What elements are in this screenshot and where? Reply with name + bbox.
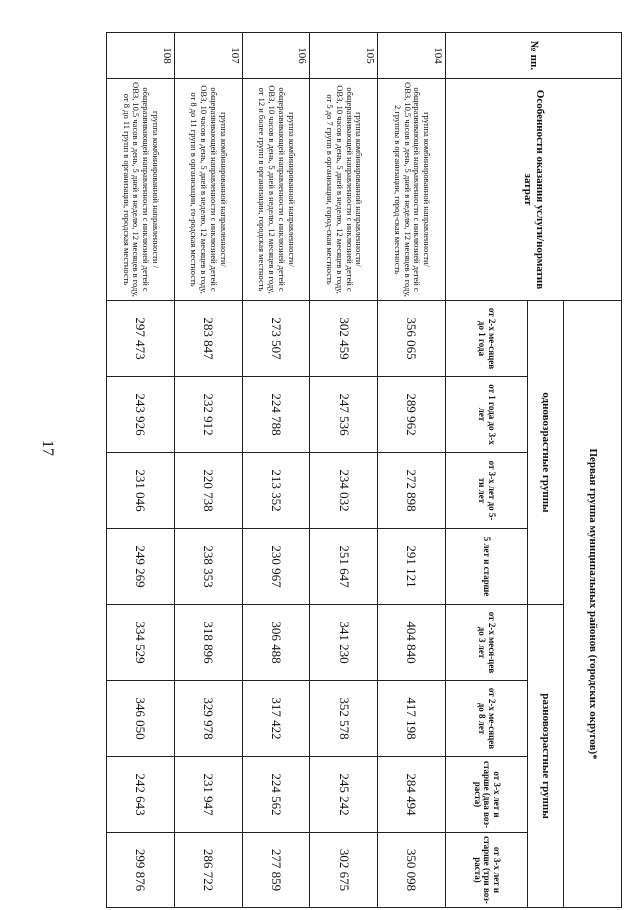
row-number: 108: [107, 33, 175, 79]
table-cell: 317 422: [242, 681, 310, 757]
table-row: [107, 33, 175, 908]
page-number: 17: [39, 440, 56, 456]
table-cell: 283 847: [174, 301, 242, 377]
table-cell: 284 494: [378, 757, 446, 833]
table-cell: 220 738: [174, 453, 242, 529]
table-cell: 417 198: [378, 681, 446, 757]
header-col-4: 5 лет и старше: [446, 529, 528, 605]
table-cell: 404 840: [378, 605, 446, 681]
cost-norms-table: [106, 32, 622, 908]
table-cell: 232 912: [174, 377, 242, 453]
table-cell: 352 578: [310, 681, 378, 757]
table-cell: 350 098: [378, 833, 446, 908]
table-cell: 356 065: [378, 301, 446, 377]
table-cell: 318 896: [174, 605, 242, 681]
table-cell: 249 269: [107, 529, 175, 605]
table-cell: 224 562: [242, 757, 310, 833]
table-row: [310, 33, 378, 908]
table-cell: 231 947: [174, 757, 242, 833]
header-mixed-age: разновозрастные группы: [528, 605, 564, 908]
table-cell: 272 898: [378, 453, 446, 529]
table-cell: 251 647: [310, 529, 378, 605]
table-cell: 302 459: [310, 301, 378, 377]
header-col-8: от 3-х лет и старше (три воз-раста): [446, 833, 528, 908]
table-cell: 289 962: [378, 377, 446, 453]
header-features: Особенности оказания услуги/норматив затрат: [446, 79, 622, 301]
table-cell: 230 967: [242, 529, 310, 605]
table-cell: 306 488: [242, 605, 310, 681]
header-col-3: от 3-х лет до 5-ти лет: [446, 453, 528, 529]
header-no: № пп.: [446, 33, 622, 79]
table-cell: 247 536: [310, 377, 378, 453]
table-cell: 299 876: [107, 833, 175, 908]
table-container: [106, 32, 622, 907]
table-cell: 277 859: [242, 833, 310, 908]
header-col-5: от 2-х меся-цев до 3 лет: [446, 605, 528, 681]
table-cell: 297 473: [107, 301, 175, 377]
table-cell: 243 926: [107, 377, 175, 453]
table-cell: 302 675: [310, 833, 378, 908]
table-cell: 224 788: [242, 377, 310, 453]
row-description: группа комбинированной направленности/ общеразвивающей направленности с инклюзией детей с ОВЗ, 10 часов в день, 5 дней в неделю, 12 месяцев в году, от 12 и более групп в организации, городская местность: [242, 79, 310, 301]
table-cell: 329 978: [174, 681, 242, 757]
header-same-age: одновозрастные группы: [528, 301, 564, 605]
table-cell: 334 529: [107, 605, 175, 681]
table-cell: 238 353: [174, 529, 242, 605]
row-description: группа комбинированной направленности/ общеразвивающей направленности с инклюзией детей с ОВЗ, 10 часов в день, 5 дней в неделю, 12 месяцев в году, от 8 до 11 групп в организации, го-родская местность: [174, 79, 242, 301]
header-group-title: Первая группа муниципальных районов (городских округов)*: [564, 301, 622, 908]
row-description: группа комбинированной направленности/ общеразвивающей направленности с инклюзией детей с ОВЗ, 10,5 часов в день, 5 дней в неделю, 12 месяцев в году, 2 группы в организации, город-ская местность: [378, 79, 446, 301]
table-cell: 291 121: [378, 529, 446, 605]
table-row: [378, 33, 446, 908]
table-cell: 341 230: [310, 605, 378, 681]
header-col-6: от 2-х ме-сяцев до 8 лет: [446, 681, 528, 757]
row-description: группа комбинированной направленности/ общеразвивающей направленности с инклюзией детей с ОВЗ, 10 часов в день, 5 дней в неделю, 12 месяцев в году, от 5 до 7 групп в организации, город-ская местность: [310, 79, 378, 301]
table-cell: 273 507: [242, 301, 310, 377]
table-row: [174, 33, 242, 908]
table-cell: 231 046: [107, 453, 175, 529]
table-cell: 234 032: [310, 453, 378, 529]
table-cell: 286 722: [174, 833, 242, 908]
row-number: 106: [242, 33, 310, 79]
row-number: 104: [378, 33, 446, 79]
row-number: 107: [174, 33, 242, 79]
header-col-2: от 1 года до 3-х лет: [446, 377, 528, 453]
table-row: [242, 33, 310, 908]
table-cell: 242 643: [107, 757, 175, 833]
table-cell: 346 050: [107, 681, 175, 757]
table-cell: 245 242: [310, 757, 378, 833]
row-description: группа комбинированной направленности / общеразвивающей направленности с инклюзией детей с ОВЗ, 10,5 часов в день, 5 дней в неделю, 12 месяцев в году, от 8 до 11 групп в организации, городская местность: [107, 79, 175, 301]
header-col-1: от 2-х ме-сяцев до 1 года: [446, 301, 528, 377]
row-number: 105: [310, 33, 378, 79]
table-cell: 213 352: [242, 453, 310, 529]
header-col-7: от 3-х лет и старше (два воз-раста): [446, 757, 528, 833]
